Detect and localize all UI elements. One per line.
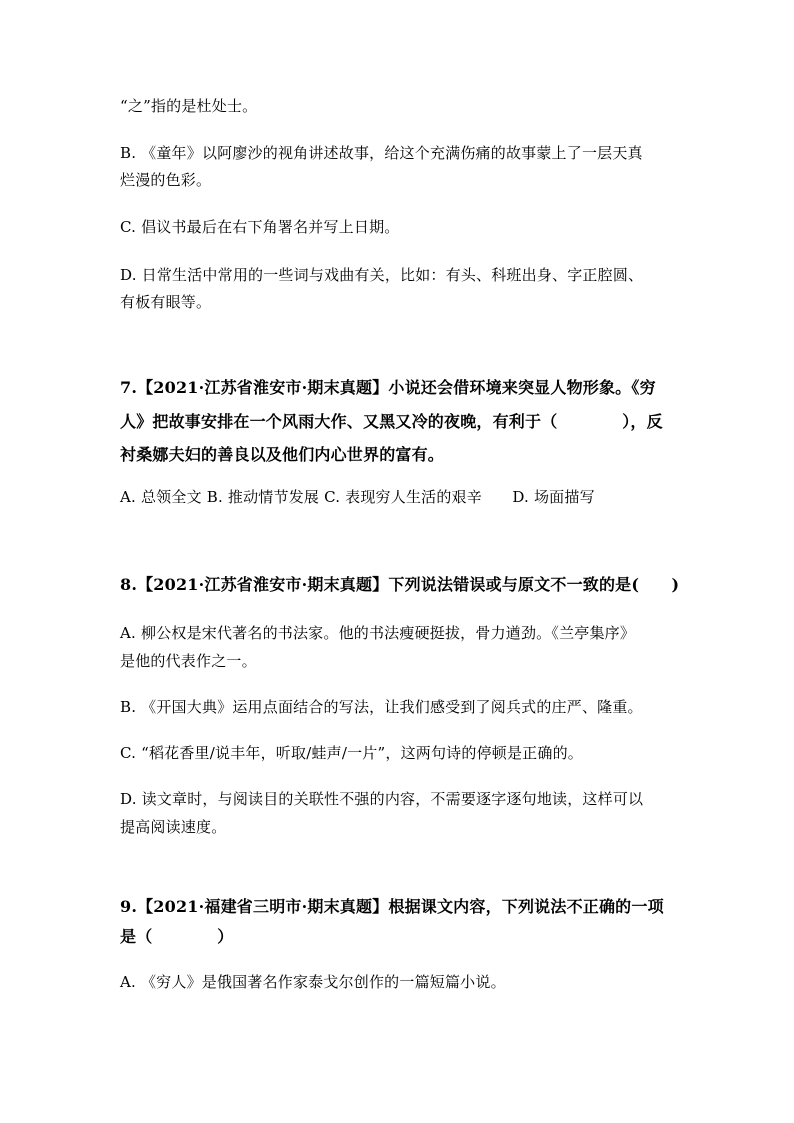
q6-option-a-tail: “之”指的是杜处士。 (120, 97, 258, 115)
q6-option-b-line1: B. 《童年》以阿廖沙的视角讲述故事，给这个充满伤痛的故事蒙上了一层天真 (120, 144, 643, 162)
q8-option-a-line1: A. 柳公权是宋代著名的书法家。他的书法瘦硬挺拔，骨力遒劲。《兰亭集序》 (120, 624, 636, 642)
q7-stem-line3: 衬桑娜夫妇的善良以及他们内心世界的富有。 (120, 445, 445, 464)
q9-stem-line2: 是（ ） (120, 927, 234, 946)
q8-option-b: B. 《开国大典》运用点面结合的写法，让我们感受到了阅兵式的庄严、隆重。 (120, 698, 643, 716)
q7-options: A. 总领全文 B. 推动情节发展 C. 表现穷人生活的艰辛 D. 场面描写 (120, 488, 595, 506)
q7-stem-line2: 人》把故事安排在一个风雨大作、又黑又冷的夜晚，有利于（ ），反 (120, 412, 663, 431)
q7-stem-line1: 7.【2021·江苏省淮安市·期末真题】小说还会借环境来突显人物形象。《穷 (120, 378, 656, 397)
q9-option-a: A. 《穷人》是俄国著名作家泰戈尔创作的一篇短篇小说。 (120, 973, 506, 991)
q6-option-b-line2: 烂漫的色彩。 (120, 171, 212, 189)
q8-option-a-line2: 是他的代表作之一。 (120, 652, 257, 670)
q6-option-d-line1: D. 日常生活中常用的一些词与戏曲有关，比如：有头、科班出身、字正腔圆、 (120, 266, 644, 284)
q8-option-d-line2: 提高阅读速度。 (120, 818, 227, 836)
q6-option-c: C. 倡议书最后在右下角署名并写上日期。 (120, 218, 400, 236)
q8-option-d-line1: D. 读文章时，与阅读目的关联性不强的内容，不需要逐字逐句地读，这样可以 (120, 790, 644, 808)
q6-option-d-line2: 有板有眼等。 (120, 293, 212, 311)
q9-stem-line1: 9.【2021·福建省三明市·期末真题】根据课文内容，下列说法不正确的一项 (120, 897, 664, 916)
q8-stem: 8.【2021·江苏省淮安市·期末真题】下列说法错误或与原文不一致的是( ) (120, 575, 680, 594)
q8-option-c: C. “稻花香里/说丰年，听取/蛙声/一片”，这两句诗的停顿是正确的。 (120, 744, 583, 762)
